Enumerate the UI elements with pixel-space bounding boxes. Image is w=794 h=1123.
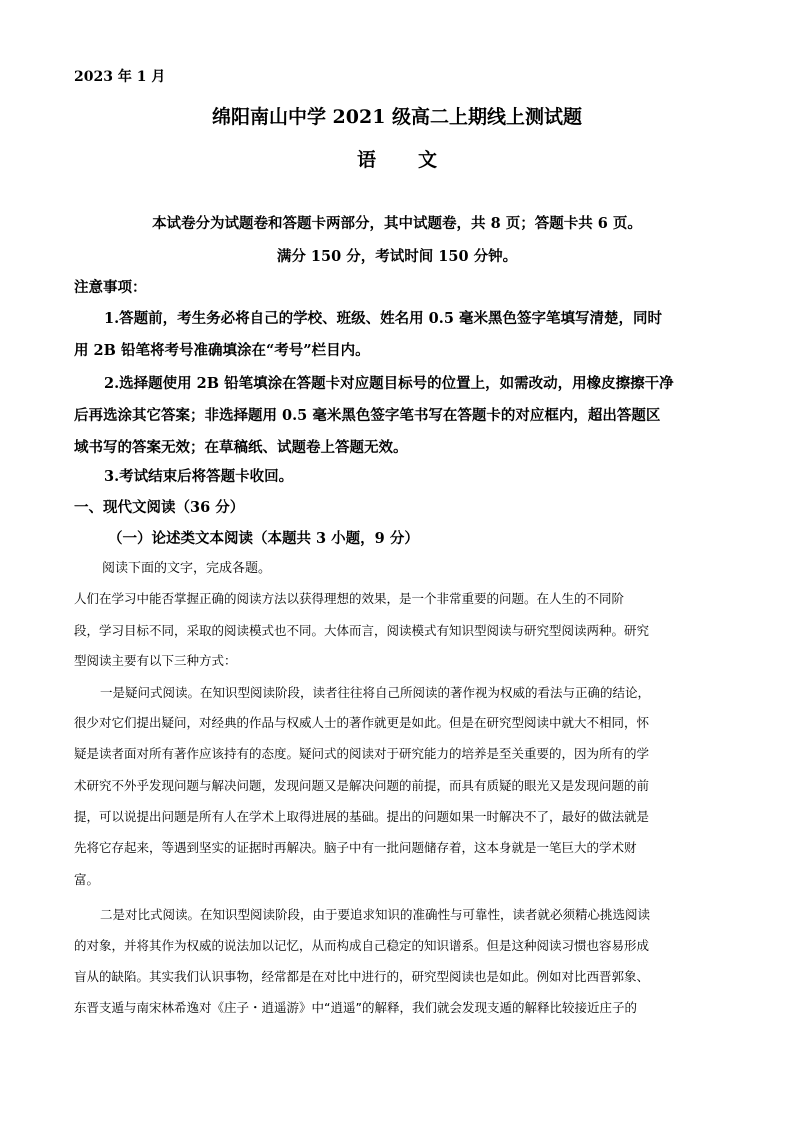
- exam-subject: [0, 145, 794, 172]
- passage-line: 术研究不外乎发现问题与解决问题，发现问题又是解决问题的前提，而具有质疑的眼光又是发现问题的前: [74, 778, 650, 793]
- section-instruction: 阅读下面的文字，完成各题。: [102, 561, 272, 576]
- intro-line-2: 满分 150 分，考试时间 150 分钟。: [276, 248, 518, 265]
- notice-line: 用 2B 铅笔将考号准确填涂在“考号”栏目内。: [74, 342, 370, 359]
- passage-line: 人们在学习中能否掌握正确的阅读方法以获得理想的效果，是一个非常重要的问题。在人生的不同阶: [74, 591, 625, 606]
- exam-title: 绵阳南山中学 2021 级高二上期线上测试题: [211, 106, 583, 128]
- notice-heading: 注意事项：: [74, 279, 147, 296]
- section-subheading: （一）论述类文本阅读（本题共 3 小题，9 分）: [108, 530, 419, 547]
- notice-line: 域书写的答案无效；在草稿纸、试题卷上答题无效。: [74, 439, 408, 456]
- passage-line: 二是对比式阅读。在知识型阅读阶段，由于要追求知识的准确性与可靠性，读者就必须精心挑选阅读: [100, 907, 651, 922]
- notice-line: 1.答题前，考生务必将自己的学校、班级、姓名用 0.5 毫米黑色签字笔填写清楚，同时: [104, 310, 662, 327]
- passage-line: 东晋支遁与南宋林希逸对《庄子・逍遥游》中“逍遥”的解释，我们就会发现支遁的解释比较接近庄子的: [74, 1000, 637, 1015]
- exam-date: 2023 年 1 月: [74, 69, 166, 85]
- intro-line-1: 本试卷分为试题卷和答题卡两部分，其中试题卷，共 8 页；答题卡共 6 页。: [152, 215, 642, 232]
- notice-line: 2.选择题使用 2B 铅笔填涂在答题卡对应题目标号的位置上，如需改动，用橡皮擦擦干净: [104, 375, 674, 392]
- passage-line: 先将它存起来，等遇到坚实的证据时再解决。脑子中有一批问题储存着，这本身就是一笔巨大的学术财: [74, 840, 637, 855]
- notice-line: 3.考试结束后将答题卡收回。: [104, 468, 294, 485]
- passage-line: 疑是读者面对所有著作应该持有的态度。疑问式的阅读对于研究能力的培养是至关重要的，因为所有的学: [74, 746, 650, 761]
- passage-line: 段，学习目标不同，采取的阅读模式也不同。大体而言，阅读模式有知识型阅读与研究型阅读两种。研究: [74, 623, 650, 638]
- passage-line: 盲从的缺陷。其实我们认识事物，经常都是在对比中进行的，研究型阅读也是如此。例如对比西晋郭象、: [74, 969, 650, 984]
- passage-line: 型阅读主要有以下三种方式：: [74, 653, 237, 668]
- subject-char-2: 文: [418, 149, 438, 171]
- passage-line: 的对象，并将其作为权威的说法加以记忆，从而构成自己稳定的知识谱系。但是这种阅读习惯也容易形成: [74, 938, 650, 953]
- passage-line: 一是疑问式阅读。在知识型阅读阶段，读者往往将自己所阅读的著作视为权威的看法与正确的结论，: [100, 685, 651, 700]
- passage-line: 很少对它们提出疑问，对经典的作品与权威人士的著作就更是如此。但是在研究型阅读中就大不相同，怀: [74, 715, 650, 730]
- subject-char-1: 语: [356, 149, 376, 171]
- notice-line: 后再选涂其它答案；非选择题用 0.5 毫米黑色签字笔书写在答题卡的对应框内，超出答题区: [74, 407, 661, 424]
- passage-line: 富。: [74, 872, 100, 887]
- passage-line: 提，可以说提出问题是所有人在学术上取得进展的基础。提出的问题如果一时解决不了，最好的做法就是: [74, 809, 650, 824]
- section-heading: 一、现代文阅读（36 分）: [74, 499, 245, 516]
